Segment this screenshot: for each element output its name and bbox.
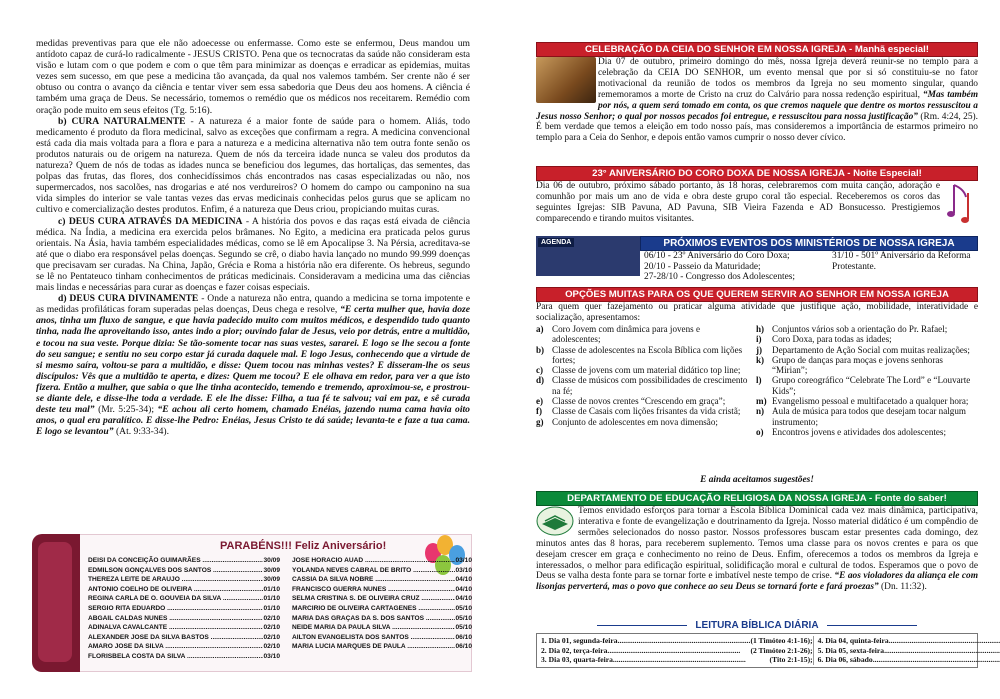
event-item: 20/10 - Passeio da Maturidade; xyxy=(644,261,761,272)
birthday-name: SERGIO RITA EDUARDO ..... xyxy=(88,604,263,614)
birthday-date: 05/10 xyxy=(455,604,472,612)
reading-item xyxy=(818,636,1000,646)
option-item xyxy=(756,334,978,344)
reading-day: 2. Dia 02, terça-feira xyxy=(541,645,608,655)
birthday-name: JOSE HORACIO AUAD ..... xyxy=(292,556,455,566)
birthday-date: 01/10 xyxy=(263,595,280,603)
paragraph-c xyxy=(36,216,470,294)
birthday-date: 02/10 xyxy=(263,614,280,622)
reading-list-right xyxy=(813,636,1000,665)
birthday-date: 02/10 xyxy=(263,624,280,632)
birthday-date: 02/10 xyxy=(263,643,280,651)
birthday-list-2 xyxy=(292,556,472,652)
daily-reading xyxy=(536,620,978,668)
section-ceia-text xyxy=(536,57,978,144)
option-key: i) xyxy=(756,334,762,345)
option-text: Classe de jovens com um material didático top line; xyxy=(552,365,741,376)
birthday-row xyxy=(292,604,472,614)
birthday-name: YOLANDA NEVES CABRAL DE BRITO ..... xyxy=(292,566,455,576)
birthday-date: 04/10 xyxy=(455,576,472,584)
option-text: Encontros jovens e atividades dos adolescentes; xyxy=(772,426,946,437)
option-item xyxy=(536,406,748,416)
option-text: Coro Doxa, para todas as idades; xyxy=(772,334,892,345)
agenda-image xyxy=(536,236,640,276)
option-text: Classe de novos crentes “Crescendo em graça”; xyxy=(552,396,726,407)
birthday-date: 06/10 xyxy=(455,633,472,641)
birthday-row xyxy=(292,575,472,585)
option-key: b) xyxy=(536,344,545,355)
reading-leader xyxy=(884,646,1000,656)
ref-mark: (Mr. 5:25-34); xyxy=(94,404,158,416)
event-item: 31/10 - 501º Aniversário da Reforma Protestante. xyxy=(832,251,971,272)
option-item xyxy=(756,345,978,355)
birthday-row xyxy=(88,575,280,585)
event-item: 27-28/10 - Congresso dos Adolescentes; xyxy=(644,272,796,283)
paragraph-d xyxy=(36,293,470,437)
option-key: c) xyxy=(536,365,544,376)
birthday-date: 03/10 xyxy=(455,566,472,574)
birthday-list-1 xyxy=(88,556,280,662)
option-text: Grupo coreográfico “Celebrate The Lord” e “Louvarte Kids”; xyxy=(772,375,971,396)
birthday-name: THEREZA LEITE DE ARAUJO ..... xyxy=(88,575,263,585)
birthday-row xyxy=(292,623,472,633)
option-item xyxy=(756,427,978,437)
reading-ref: (2 Timóteo 2:1-26); xyxy=(750,645,813,655)
birthday-date: 30/09 xyxy=(263,566,280,574)
option-key: e) xyxy=(536,396,544,407)
reading-leader xyxy=(873,655,1000,665)
option-item xyxy=(536,345,748,366)
reading-leader xyxy=(889,636,1000,646)
paragraph-c-text: - A história dos povos e das raças está eivada de ciência médica. Na Índia, a medicina era exercida pelos brâmanes. No Egito, a medicina era praticada pelos gurus orientais. Na Ásia, havia também especialidades médicas, como se lê em Apocalipse 3. Na Pérsia, acreditava-se até que o diabo era responsável pelas doenças. Segundo se crê, o diabo havia lançado no mundo 99.999 doenças que precisavam ser curadas. Na China, Japão, Grécia e Roma a história não era diferente. Os hebreus, segundo se lê no Pentateuco tinham conhecimentos de práticas medicinais. Consideravam a medicina uma das ciências mais lindas e necessárias para curar as doenças e fazer coisas especiais. xyxy=(36,215,470,294)
option-key: f) xyxy=(536,406,543,417)
option-item xyxy=(536,417,748,427)
right-page xyxy=(500,0,1000,699)
section-opcoes-intro: Para quem quer fazejamento ou praticar alguma atividade que justifique ação, mobilidade, interatividade e socialização, apresentamos: xyxy=(536,302,978,323)
birthday-row xyxy=(88,566,280,576)
birthday-date: 30/09 xyxy=(263,557,280,564)
birthday-date: 04/10 xyxy=(455,595,472,603)
reading-ref: (Tito 2:1-15); xyxy=(769,655,813,665)
educacao-ref: (Dn. 11:32). xyxy=(878,582,927,593)
ceia-text-b: (Rm. 4:24, 25). É bem verdade que temos a eleição em todo nosso país, mas consideremos a importância de estarmos primeiro no templo para a Ceia do Senhor, e depois então vamos cumprir o nosso dever cívico. xyxy=(536,111,978,144)
birthday-name: AMARO JOSE DA SILVA ..... xyxy=(88,642,263,652)
events-list-1 xyxy=(644,251,830,283)
quote-mark: “E certa mulher que, havia doze anos, tinha um fluxo de sangue, e que havia padecido muito com muitos médicos, e despendido tudo quanto tinha, nada lhe aproveitando isso, antes indo a pior; ouvindo falar de Jesus, veio por detrás, entre a multidão, e tocou na sua veste. Porque dizia: Se tão-somente tocar nas suas vestes, sararei. E logo se lhe secou a fonte do seu sangue; e sentiu no seu corpo estar já curada daquele mal. E logo Jesus, conhecendo que a virtude de si mesmo saíra, voltou-se para a multidão, e disse: Quem tocou nas minhas vestes? E disseram-lhe os seus discípulos: Vês que a multidão te aperta, e dizes: Quem me tocou? E ele olhava em redor, para ver a que isto fizera. Então a mulher, que sabia o que lhe tinha acontecido, temendo e tremendo, aproximou-se, e prostrou-se diante dele, e disse-lhe toda a verdade. E ele lhe disse: Filha, a tua fé te salvou; vai em paz, e sê curada deste teu mal” xyxy=(36,304,470,416)
options-list-left xyxy=(536,324,748,427)
option-item xyxy=(756,355,978,376)
ceia-text-a: Dia 07 de outubro, primeiro domingo do mês, nossa Igreja deverá reunir-se no templo para a celebração da CEIA DO SENHOR, um evento mensal que por si só constituiu-se no fator motivacional da reunião de todos os membros da Igreja no seu momento singular, quando rememoramos a morte de Cristo na cruz do Calvário para nossa redenção espiritual, xyxy=(598,57,978,100)
option-text: Coro Jovem com dinâmica para jovens e adolescentes; xyxy=(552,324,700,345)
option-key: g) xyxy=(536,416,544,427)
birthday-date: 01/10 xyxy=(263,585,280,593)
paragraph-b xyxy=(36,116,470,216)
option-key: d) xyxy=(536,375,545,386)
birthday-date: 02/10 xyxy=(263,633,280,641)
reading-leader xyxy=(618,636,751,646)
option-key: h) xyxy=(756,324,765,334)
paragraph-intro: medidas preventivas para que ele não adoecesse ou enfermasse. Como este se enfermou, Deus mandou um antídoto capaz de curá-lo radicalmente - JESUS CRISTO. Pena que os tecnocratas da saúde não consideram esta visão e lutam com o que podem e com o que têm para minimizar as doenças e erradicar as epidemias, muitas vezes sem sucesso, em que pese a medicina tão avançada, da qual nos valemos também. Ser crente não é ser obtuso ou contra o avanço da ciência e tentar viver sem essa sabedoria que Deus deu aos homens. A ciência é também uma graça de Deus. Se necessário, tomemos o remédio que os médicos nos receitarem. Remédio com oração pode muito em seus efeitos (Tg. 5:16). xyxy=(36,38,470,116)
reading-day: 5. Dia 05, sexta-feira xyxy=(817,645,885,655)
option-text: Classe de músicos com possibilidades de crescimento na fé; xyxy=(552,375,748,396)
option-text: Conjunto de adolescentes em nova dimensão; xyxy=(552,416,718,427)
option-text: Evangelismo pessoal e multifacetado a qualquer hora; xyxy=(772,396,969,407)
birthday-name: REGINA CARLA DE O. GOUVEIA DA SILVA ..... xyxy=(88,594,263,604)
option-item xyxy=(536,375,748,396)
birthday-name: ALEXANDER JOSE DA SILVA BASTOS ..... xyxy=(88,633,263,643)
birthday-row xyxy=(292,594,472,604)
birthday-name: MARIA DAS GRAÇAS DA S. DOS SANTOS ..... xyxy=(292,614,455,624)
option-text: Departamento de Ação Social com muitas realizações; xyxy=(772,344,970,355)
quote-acts: “E achou ali certo homem, chamado Enéias, jazendo numa cama havia oito anos, o qual era paralítico. E disse-lhe Pedro: Enéias, Jesus Cristo te dá saúde; levanta-te e faze a tua cama. E logo se levantou” xyxy=(36,404,470,438)
option-key: l) xyxy=(756,375,762,386)
option-text: Grupo de danças para moças e jovens senhoras “Mirian”; xyxy=(772,354,943,376)
option-text: Classe de adolescentes na Escola Bíblica com lições fortes; xyxy=(552,344,743,365)
birthday-date: 03/10 xyxy=(455,557,472,564)
birthday-row xyxy=(88,633,280,643)
option-key: n) xyxy=(756,406,765,417)
reading-item xyxy=(541,655,813,665)
birthday-row xyxy=(88,585,280,595)
birthday-date: 05/10 xyxy=(455,624,472,632)
option-key: j) xyxy=(756,344,763,355)
reading-list-left xyxy=(541,636,813,665)
birthday-row xyxy=(292,614,472,624)
heading-c: c) DEUS CURA ATRAVÉS DA MEDICINA xyxy=(58,215,243,227)
article-body xyxy=(36,38,470,437)
birthday-row xyxy=(88,604,280,614)
birthday-row xyxy=(88,642,280,652)
birthday-row xyxy=(292,556,472,566)
birthday-ribbon xyxy=(32,534,80,672)
option-item xyxy=(756,406,978,427)
reading-day: 4. Dia 04, quinta-feira xyxy=(817,636,889,645)
birthday-row xyxy=(88,594,280,604)
section-header-ceia: CELEBRAÇÃO DA CEIA DO SENHOR EM NOSSA IGREJA - Manhã especial! xyxy=(536,42,978,57)
birthday-row xyxy=(292,633,472,643)
reading-day: 3. Dia 03, quarta-feira xyxy=(541,655,613,665)
heading-b: b) CURA NATURALMENTE xyxy=(58,115,186,127)
birthday-name: FLORISBELA COSTA DA SILVA ..... xyxy=(88,652,263,662)
reading-day: 6. Dia 06, sábado xyxy=(817,655,873,665)
option-item xyxy=(536,365,748,375)
option-text: Aula de música para todos que desejam tocar nalgum instrumento; xyxy=(772,406,966,427)
birthday-name: ANTONIO COELHO DE OLIVEIRA ..... xyxy=(88,585,263,595)
music-notes-icon xyxy=(944,181,978,225)
reading-item xyxy=(541,646,813,656)
section-header-eventos: PRÓXIMOS EVENTOS DOS MINISTÉRIOS DE NOSSA IGREJA xyxy=(640,236,978,251)
option-item xyxy=(756,396,978,406)
daily-reading-box xyxy=(536,633,978,668)
option-item xyxy=(536,324,748,345)
birthday-name: ADINALVA CAVALCANTE ..... xyxy=(88,623,263,633)
birthday-name: DEISI DA CONCEIÇÃO GUIMARÃES ..... xyxy=(88,556,263,566)
birthday-row xyxy=(292,585,472,595)
birthday-name: ABGAIL CALDAS NUNES ..... xyxy=(88,614,263,624)
reading-item xyxy=(818,655,1000,665)
reading-ref: (1 Timóteo 4:1-16); xyxy=(750,636,813,645)
birthday-title: PARABÉNS!!! Feliz Aniversário! xyxy=(220,540,387,552)
option-key: o) xyxy=(756,426,764,437)
paragraph-b-text: - A natureza é a maior fonte de saúde para o homem. Aliás, todo medicamento é produto da flora medicinal, salvo as exceções que confirmam a regra. A medicina convencional está cada dia mais voltada para a flora e para a natureza e a medicina alternativa não tem outra fonte senão os produtos naturais ou de origem na natureza. Quem de nós da terceira idade nunca se valeu dos produtos da natureza? Quem de nós de todas as idades nunca se beneficiou dos legumes, das hortaliças, das sementes, das polpas das frutas, das flores, dos conhecidíssimos chás encontrados nas casas especializadas ou não, nos supermercados, nos sacolões, nas drogarias e até nos verdureiros? O homem do campo ou camponino na sua vida simples do interior se vale tantas vezes das ervas medicinais conhecidas pelos gurus que se aplicam no cultivo e comercialização destes produtos. Enfim, é a natureza que Deus criou, propiciando muitas curas. xyxy=(36,115,470,216)
agenda-label: AGENDA xyxy=(538,238,574,247)
option-text: Conjuntos vários sob a orientação do Pr. Rafael; xyxy=(772,324,948,334)
birthday-date: 05/10 xyxy=(455,614,472,622)
birthday-box xyxy=(32,534,472,672)
birthday-name: MARCIRIO DE OLIVEIRA CARTAGENES ..... xyxy=(292,604,455,614)
birthday-name: EDMILSON GONÇALVES DOS SANTOS ..... xyxy=(88,566,263,576)
birthday-row xyxy=(88,614,280,624)
birthday-date: 04/10 xyxy=(455,585,472,593)
section-educacao-text xyxy=(536,506,978,593)
birthday-row xyxy=(88,652,280,662)
heading-d: d) DEUS CURA DIVINAMENTE xyxy=(58,293,199,305)
section-header-coro: 23° ANIVERSÁRIO DO CORO DOXA DE NOSSA IGREJA - Noite Especial! xyxy=(536,166,978,181)
birthday-name: SELMA CRISTINA S. DE OLIVEIRA CRUZ ..... xyxy=(292,594,455,604)
birthday-row xyxy=(292,642,472,652)
options-list-right xyxy=(756,324,978,437)
birthday-name: CASSIA DA SILVA NOBRE ..... xyxy=(292,575,455,585)
birthday-row xyxy=(88,556,280,566)
reading-leader xyxy=(607,646,750,656)
birthday-date: 03/10 xyxy=(263,652,280,660)
daily-reading-title: LEITURA BÍBLICA DIÁRIA xyxy=(536,620,978,631)
reading-day: 1. Dia 01, segunda-feira xyxy=(541,636,618,645)
ref-acts: (At. 9:33-34). xyxy=(113,426,169,438)
option-key: a) xyxy=(536,324,544,334)
birthday-name: AILTON EVANGELISTA DOS SANTOS ..... xyxy=(292,633,455,643)
birthday-row xyxy=(88,623,280,633)
ceia-quote: “Mas também por nós, a quem será tomado em conta, os que cremos naquele que dentre os mortos ressuscitou a Jesus nosso Senhor; o qual por nossos pecados foi entregue, e ressuscitou para nossa justificação” xyxy=(536,89,978,122)
birthday-date: 30/09 xyxy=(263,576,280,584)
events-list-2 xyxy=(832,251,978,272)
birthday-date: 06/10 xyxy=(455,643,472,651)
option-item xyxy=(756,375,978,396)
birthday-name: MARIA LUCIA MARQUES DE PAULA ..... xyxy=(292,642,455,652)
option-item xyxy=(536,396,748,406)
reading-item xyxy=(818,646,1000,656)
section-header-opcoes: OPÇÕES MUITAS PARA OS QUE QUEREM SERVIR AO SENHOR EM NOSSA IGREJA xyxy=(536,287,978,302)
reading-leader xyxy=(613,655,770,665)
reading-item xyxy=(541,636,813,646)
option-item xyxy=(756,324,978,334)
educacao-quote: “E aos violadores da aliança ele com lisonjas perverterá, mas o povo que conhece ao seu Deus se tornará forte e fará proezas” xyxy=(536,571,978,593)
event-item: 06/10 - 23º Aniversário do Coro Doxa; xyxy=(644,251,790,261)
option-key: k) xyxy=(756,354,765,365)
paragraph-d-text: - Onde a natureza não entra, quando a medicina se torna impotente e as medidas profiláticas foram superadas pelas doenças, Deus chega e resolve, xyxy=(36,293,470,316)
birthday-date: 01/10 xyxy=(263,604,280,612)
options-closing: E ainda aceitamos sugestões! xyxy=(700,475,814,485)
section-header-educacao: DEPARTAMENTO DE EDUCAÇÃO RELIGIOSA DA NOSSA IGREJA - Fonte do saber! xyxy=(536,491,978,506)
birthday-row xyxy=(292,566,472,576)
educacao-text: Temos envidado esforços para tornar a Escola Bíblica Dominical cada vez mais dinâmica, participativa, interativa e fonte de evangelização e doutrinamento da Igreja. Nosso material didático é um compêndio de sermões selecionados do nosso pastor. Nossos professores buscam estar presentes cada domingo, dez minutos antes das 8 horas, para receberem suplemento. Temos uma classe para os novos crentes e para os que desejam crescer em graça e conhecimento no reino de Deus. Enfim, oferecemos a todos os membros da Igreja e interessados, o melhor para edificação espiritual, solidificação moral e cultural de todos. Esperamos que o povo de Deus se valha desta fonte para se tornar forte e imbatível neste tempo de crise. xyxy=(536,506,978,582)
birthday-name: FRANCISCO GUERRA NUNES ..... xyxy=(292,585,455,595)
birthday-name: NEIDE MARIA DA PAULA SILVA ..... xyxy=(292,623,455,633)
option-key: m) xyxy=(756,396,767,407)
section-coro-text: Dia 06 de outubro, próximo sábado portanto, às 18 horas, celebraremos com muita canção, adoração e comunhão por mais um ano de vida e obra deste grupo coral tão especial. Receberemos os coros das seguintes Igrejas: SIB Pavuna, AD Pavuna, SIB Vieira Fazenda e AD Bonsucesso. Prestigiemos comparecendo e tirando muitos visitantes. xyxy=(536,181,940,224)
option-text: Classe de Casais com lições frisantes da vida cristã; xyxy=(552,406,741,417)
